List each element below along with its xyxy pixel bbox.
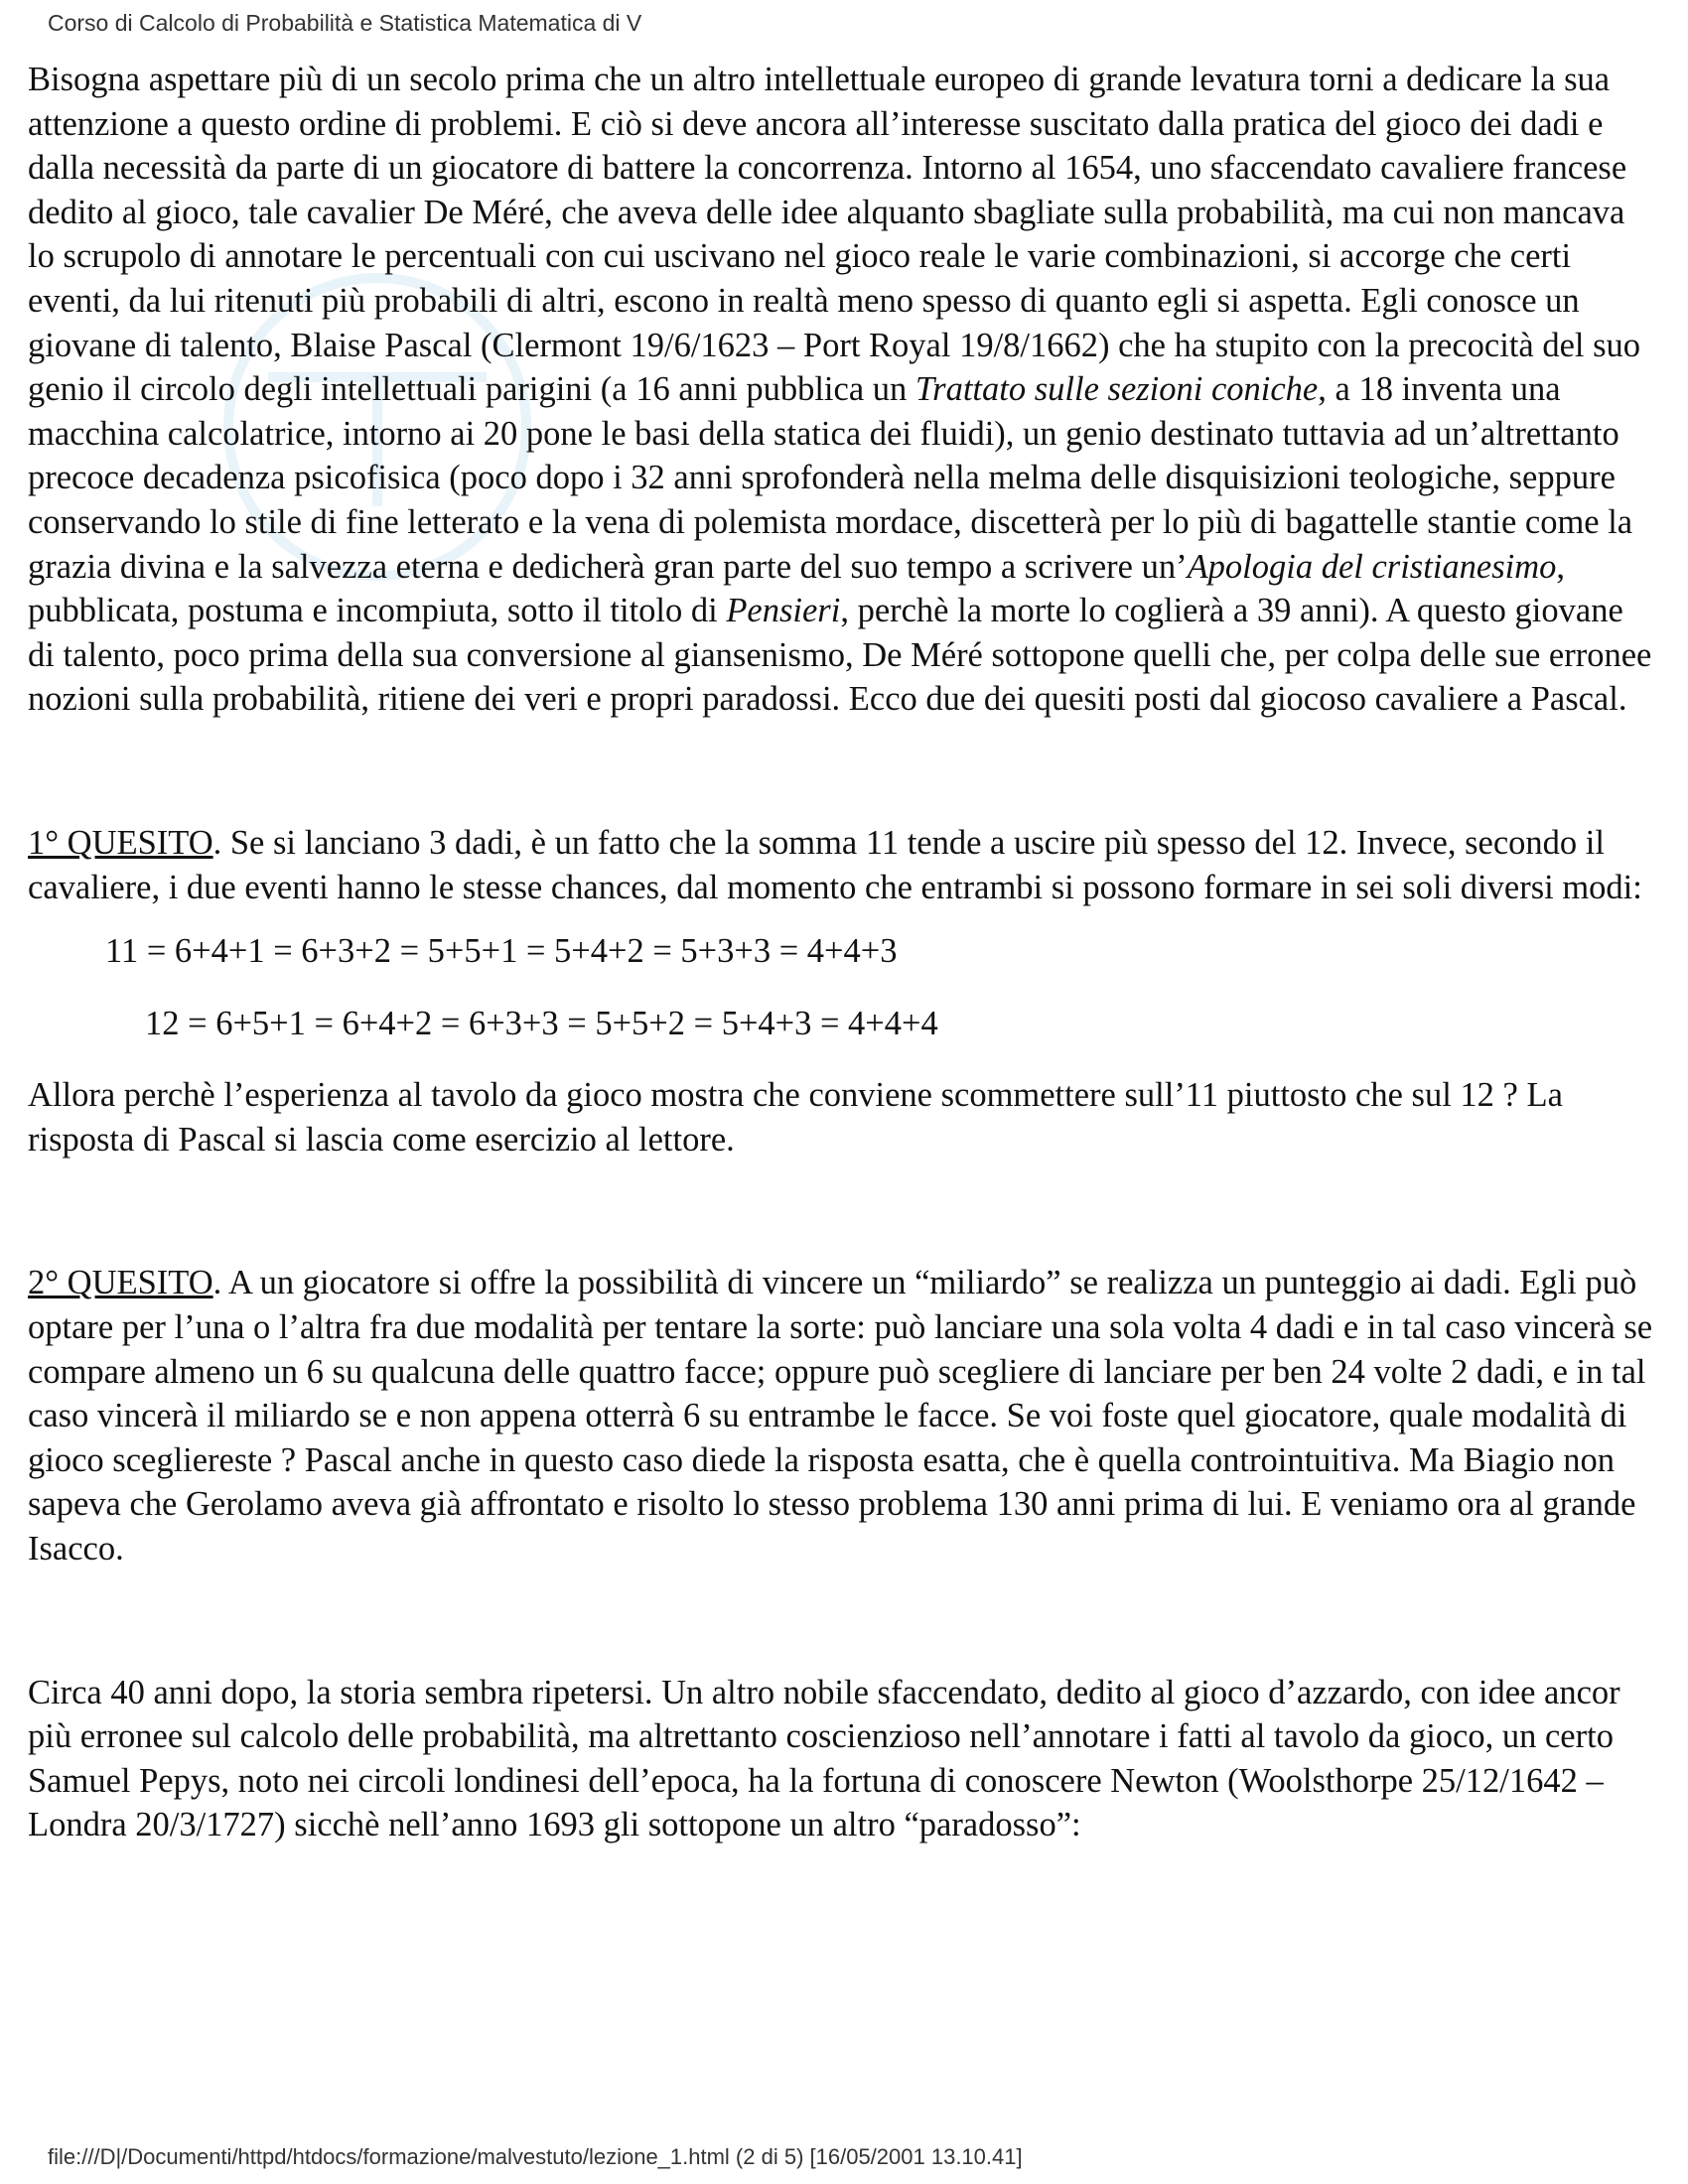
equation-sum-12: 12 = 6+5+1 = 6+4+2 = 6+3+3 = 5+5+2 = 5+4+3 = 4+4+4 (145, 1004, 938, 1042)
intro-text-1: Bisogna aspettare più di un secolo prima che un altro intellettuale europeo di grande levatura torni a dedicare la sua attenzione a questo ordine di problemi. E ciò si deve ancora all’interesse suscitato dalla pratica del gioco dei dadi e dalla necessità da parte di un giocatore di battere la concorrenza. Intorno al 1654, uno sfaccendato cavaliere francese dedito al gioco, tale cavalier De Méré, che aveva delle idee alquanto sbagliate sulla probabilità, ma cui non mancava lo scrupolo di annotare le percentuali con cui uscivano nel gioco reale le varie combinazioni, si accorge che certi eventi, da lui ritenuti più probabili di altri, escono in realtà meno spesso di quanto egli si aspetta. Egli conosce un giovane di talento, Blaise Pascal (Clermont 19/6/1623 – Port Royal 19/8/1662) che ha stupito con la precocità del suo genio il circolo degli intellettuali parigini (a 16 anni pubblica un (28, 61, 1641, 409)
quesito-2-label: 2° QUESITO (28, 1264, 213, 1302)
equation-sum-11: 11 = 6+4+1 = 6+3+2 = 5+5+1 = 5+4+2 = 5+3+3 = 4+4+3 (105, 932, 898, 971)
page-footer: file:///D|/Documenti/httpd/htdocs/formazione/malvestuto/lezione_1.html (2 di 5) [16/05/2001 13.10.41] (48, 2144, 1023, 2169)
page-header: Corso di Calcolo di Probabilità e Statistica Matematica di V (48, 10, 642, 36)
quesito-1-text: . Se si lanciano 3 dadi, è un fatto che la somma 11 tende a uscire più spesso del 12. Invece, secondo il cavaliere, i due eventi hanno le stesse chances, dal momento che entrambi si possono formare in sei soli diversi modi: (28, 823, 1642, 906)
intro-title-pensieri: Pensieri (726, 592, 841, 630)
paragraph-circa: Circa 40 anni dopo, la storia sembra ripetersi. Un altro nobile sfaccendato, dedito al gioco d’azzardo, con idee ancor più erronee sul calcolo delle probabilità, ma altrettanto coscienzioso nell’annotare i fatti al tavolo da gioco, un certo Samuel Pepys, noto nei circoli londinesi dell’epoca, ha la fortuna di conoscere Newton (Woolsthorpe 25/12/1642 – Londra 20/3/1727) sicchè nell’anno 1693 gli sottopone un altro “paradosso”: (28, 1673, 1620, 1844)
paragraph-quesito-2 (28, 1261, 1656, 1570)
intro-text-3: , pubblicata, postuma e incompiuta, sotto il titolo di (28, 547, 1566, 630)
paragraph-intro (28, 58, 1656, 722)
intro-title-apologia: Apologia del cristianesimo (1187, 547, 1557, 586)
paragraph-quesito-1 (28, 821, 1656, 909)
intro-title-trattato: Trattato sulle sezioni coniche (914, 370, 1319, 409)
document-body (28, 58, 1656, 1847)
quesito-2-text: . A un giocatore si offre la possibilità di vincere un “miliardo” se realizza un punteggio ai dadi. Egli può optare per l’una o l’altra fra due modalità per tentare la sorte: può lanciare una sola volta 4 dadi e in tal caso vincerà se compare almeno un 6 su qualcuna delle quattro facce; oppure può scegliere di lanciare per ben 24 volte 2 dadi, e in tal caso vincerà il miliardo se e non appena otterrà 6 su entrambe le facce. Se voi foste quel giocatore, quale modalità di gioco scegliereste ? Pascal anche in questo caso diede la risposta esatta, che è quella controintuitiva. Ma Biagio non sapeva che Gerolamo aveva già affrontato e risolto lo stesso problema 130 anni prima di lui. E veniamo ora al grande Isacco. (28, 1264, 1653, 1569)
intro-text-2: , a 18 inventa una macchina calcolatrice, intorno ai 20 pone le basi della statica dei fluidi), un genio destinato tuttavia ad un’altrettanto precoce decadenza psicofisica (poco dopo i 32 anni sprofonderà nella melma delle disquisizioni teologiche, seppure conservando lo stile di fine letterato e la vena di polemista mordace, discetterà per lo più di bagattelle stantie come la grazia divina e la salvezza eterna e dedicherà gran parte del suo tempo a scrivere un’ (28, 370, 1633, 586)
quesito-1-label: 1° QUESITO (28, 823, 213, 862)
paragraph-allora: Allora perchè l’esperienza al tavolo da gioco mostra che conviene scommettere sull’11 piuttosto che sul 12 ? La risposta di Pascal si lascia come esercizio al lettore. (28, 1076, 1563, 1159)
intro-text-4: , perchè la morte lo coglierà a 39 anni). A questo giovane di talento, poco prima della sua conversione al giansenismo, De Méré sottopone quelli che, per colpa delle sue erronee nozioni sulla probabilità, ritiene dei veri e propri paradossi. Ecco due dei quesiti posti dal giocoso cavaliere a Pascal. (28, 592, 1652, 719)
